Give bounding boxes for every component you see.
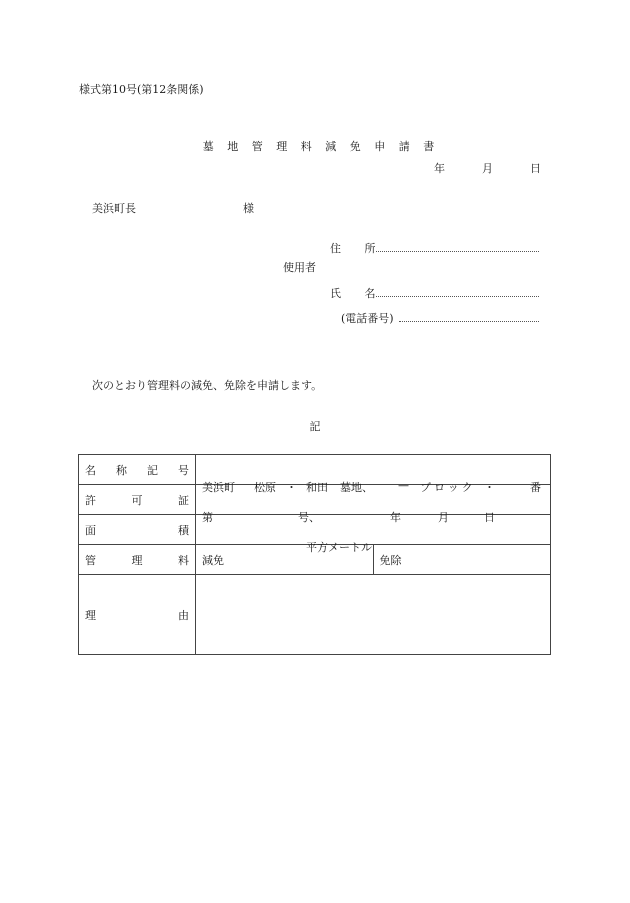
fee-label: 管 理 料 xyxy=(79,545,196,575)
applicant-label: 使用者 xyxy=(283,261,316,274)
permit-year: 年 xyxy=(390,510,401,524)
permit-value[interactable] xyxy=(196,485,551,524)
statement-text: 次のとおり管理料の減免、免除を申請します。 xyxy=(92,379,323,392)
town-text: 美浜町 xyxy=(202,480,235,494)
permit-label: 許 可 証 xyxy=(79,485,196,515)
phone-label: (電話番号) xyxy=(341,312,394,325)
permit-month: 月 xyxy=(438,510,449,524)
name-label: 氏 名 xyxy=(330,287,386,300)
area-matsubara: 松原 xyxy=(254,480,276,494)
date-month-label: 月 xyxy=(482,162,493,175)
date-year-label: 年 xyxy=(434,162,445,175)
number-suffix: 番 xyxy=(530,480,541,494)
name-code-value[interactable] xyxy=(196,455,551,494)
address-label: 住 所 xyxy=(330,242,386,255)
ki-label: 記 xyxy=(309,420,321,433)
date-day-label: 日 xyxy=(530,162,541,175)
table-row-name-code xyxy=(79,455,551,485)
separator-dot-2: ・ xyxy=(484,480,495,494)
permit-go: 号、 xyxy=(298,510,320,524)
dash-text: — xyxy=(398,478,409,492)
area-value[interactable] xyxy=(196,515,551,554)
cemetery-text: 墓地、 xyxy=(340,480,373,494)
fee-reduction-label: 減免 xyxy=(202,553,224,567)
area-label: 面 積 xyxy=(79,515,196,545)
form-number: 様式第10号(第12条関係) xyxy=(79,83,204,96)
area-wada: 和田 xyxy=(306,480,328,494)
permit-day: 日 xyxy=(484,510,495,524)
address-field[interactable] xyxy=(376,251,539,252)
area-unit: 平方メートル xyxy=(306,540,372,554)
name-field[interactable] xyxy=(376,296,539,297)
addressee-name: 美浜町長 xyxy=(92,202,136,215)
block-text: ブロック xyxy=(420,480,476,494)
document-title: 墓 地 管 理 料 減 免 申 請 書 xyxy=(202,140,440,153)
name-code-label: 名 称 記 号 xyxy=(79,455,196,485)
separator-dot-1: ・ xyxy=(286,480,297,494)
table-row-reason xyxy=(79,575,551,655)
phone-field[interactable] xyxy=(399,321,539,322)
fee-exemption-label: 免除 xyxy=(379,553,402,567)
permit-dai: 第 xyxy=(202,510,213,524)
reason-value[interactable] xyxy=(196,575,551,655)
addressee-honorific: 様 xyxy=(243,202,254,215)
fee-exemption-cell[interactable] xyxy=(373,545,551,575)
detail-table xyxy=(78,454,551,655)
reason-label: 理 由 xyxy=(79,575,196,655)
